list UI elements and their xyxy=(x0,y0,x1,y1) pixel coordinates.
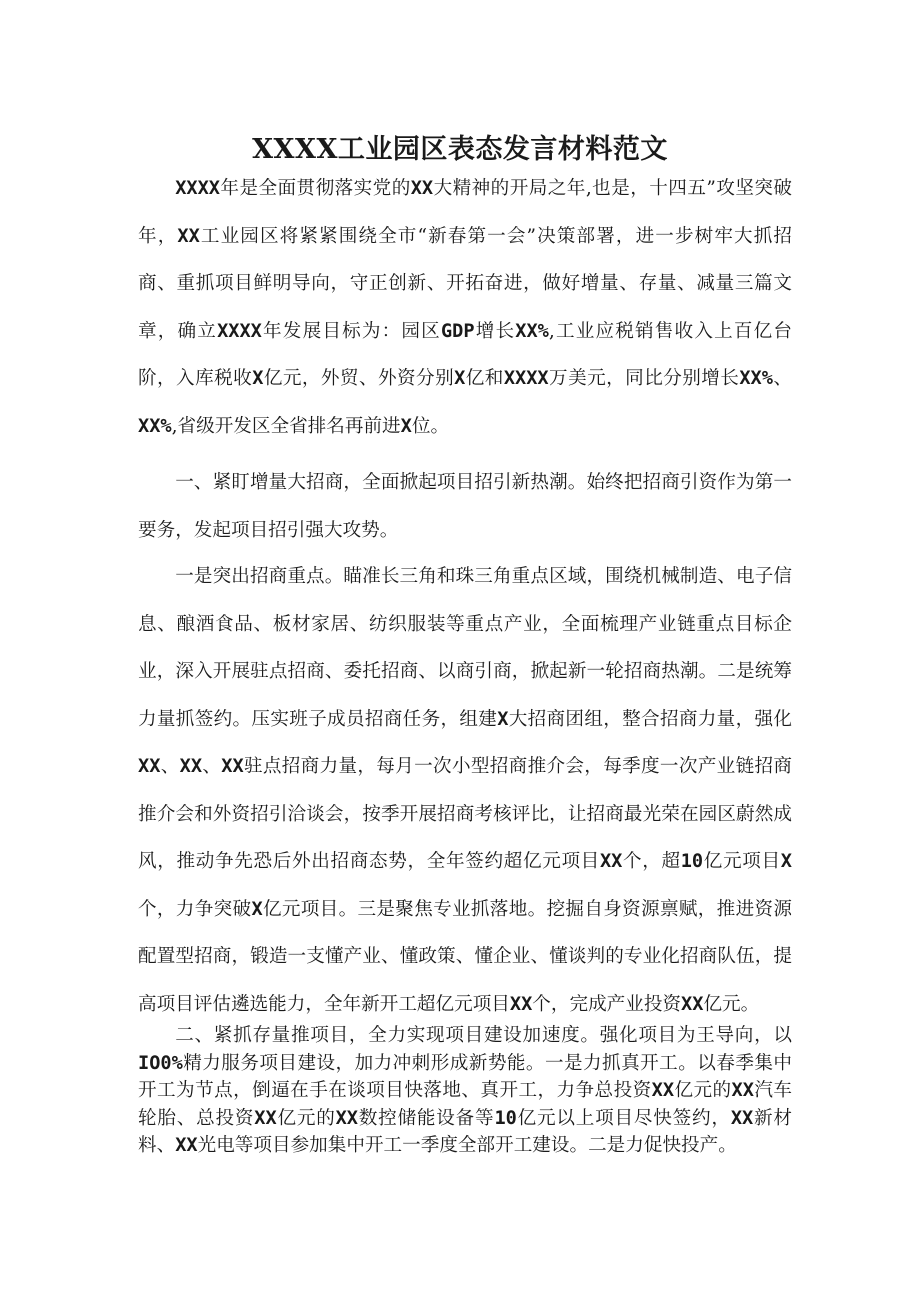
paragraph-development-goals: XXXX年是全面贯彻落实党的XX大精神的开局之年,也是，十四五”攻坚突破年，XX工业园区将紧紧围绕全市“新春第一会”决策部署，进一步树牢大抓招商、重抓项目鲜明导向，守正创新、开拓奋进，做好增量、存量、减量三篇文章，确立XXXX年发展目标为：园区GDP增长XX%,工业应税销售收入上百亿台阶，入库税收X亿元，外贸、外资分别X亿和XXXX万美元，同比分别增长XX%、XX%,省级开发区全省排名再前进X位。 xyxy=(138,178,792,437)
paragraph-investment-attraction: 一是突出招商重点。瞄准长三角和珠三角重点区域，围绕机械制造、电子信息、酿酒食品、板材家居、纺织服装等重点产业，全面梳理产业链重点目标企业，深入开展驻点招商、委托招商、以商引商，掀起新一轮招商热潮。二是统筹力量抓签约。压实班子成员招商任务，组建X大招商团组，整合招商力量，强化XX、XX、XX驻点招商力量，每月一次小型招商推介会，每季度一次产业链招商推介会和外资招引洽谈会，按季开展招商考核评比，让招商最光荣在园区蔚然成风，推动争先恐后外出招商态势，全年签约超亿元项目XX个，超10亿元项目X个，力争突破X亿元项目。三是聚焦专业抓落地。挖掘自身资源禀赋，推进资源配置型招商，锻造一支懂产业、懂政策、懂企业、懂谈判的专业化招商队伍，提高项目评估遴选能力，全年新开工超亿元项目XX个，完成产业投资XX亿元。 xyxy=(138,566,792,1015)
paragraph-section-one-heading: 一、紧盯增量大招商，全面掀起项目招引新热潮。始终把招商引资作为第一要务，发起项目招引强大攻势。 xyxy=(138,472,792,541)
paragraph-section-two-projects: 二、紧抓存量推项目，全力实现项目建设加速度。强化项目为王导向，以IO0%精力服务项目建设，加力冲刺形成新势能。一是力抓真开工。以春季集中开工为节点，倒逼在手在谈项目快落地、真开工，力争总投资XX亿元的XX汽车轮胎、总投资XX亿元的XX数控储能设备等10亿元以上项目尽快签约，XX新材料、XX光电等项目参加集中开工一季度全部开工建设。二是力促快投产。 xyxy=(138,1025,792,1156)
document-title: XXXX工业园区表态发言材料范文 xyxy=(252,134,668,166)
